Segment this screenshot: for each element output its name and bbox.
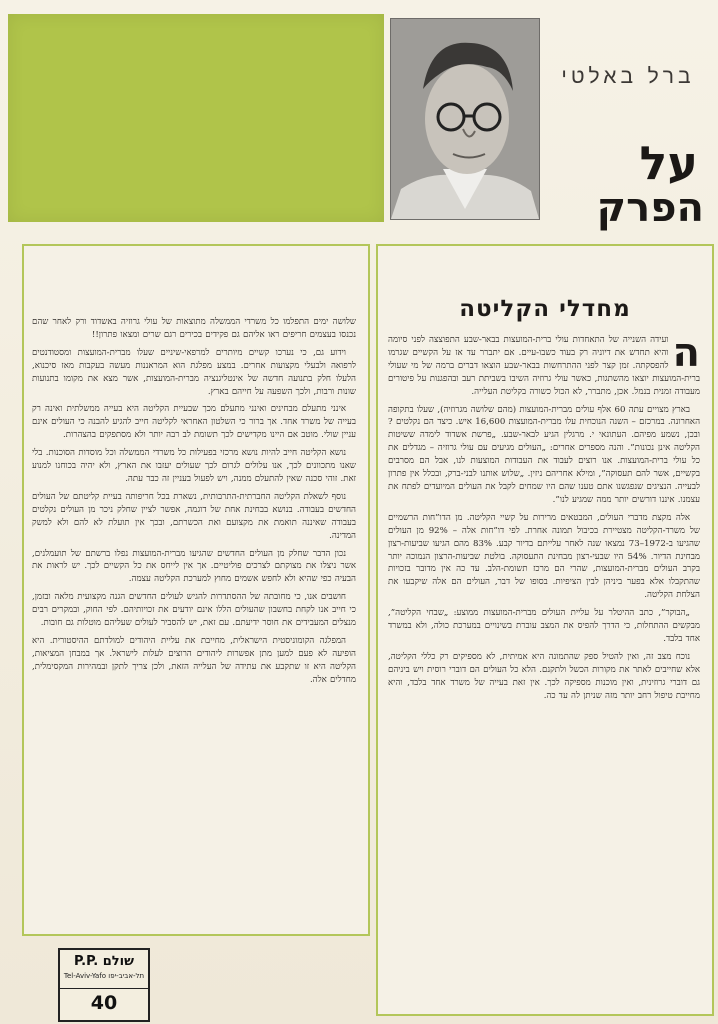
portrait-illustration [391,19,539,219]
paragraph: שלושה ימים התפלמו כל משרדי הממשלה מתוצאות של עולי גרוזיה באשדוד ורק לאחר שהם נכנסו בעצמים חריפים ראו אליהם גם פקידים בכירים רגם שרים ומצאו פתרון!! [32,317,356,340]
paragraph: נוסף לשאלת הקליטה החברתית-התרבותית, נשארת בכל חריפותה בעיית קליטתם של העולים החדשים בעבודה. בנושא בבחינת אחת של דוגמה, אפשר לציין שחלק ניכר מן העולים נקלטים בעבודה שאיננה תואמת את מקצועם ואת הכשרתם, ובכך אין תועלת לא להם ולא למשק המדינה. [32,491,356,541]
postage-location: תל-אביב-יפו Tel-Aviv-Yafo [63,972,145,980]
green-color-block [8,14,384,222]
left-column-text [32,316,356,920]
paragraph: חושבים אנו, כי מחובתה של ההסתדרות להגיש לעולים החדשים הגנה מקצועית מלאה ובזמן, כי חייב אנו לקחת בחשבון שהעולים הללו אינם יודעים את זכויותיהם. לפי החוק, ובמקרים רבים מנצלים המעבידים את חוסר ידיעתם. עם זאת, יש להסביר לעולים שעליהם מוטלות גם חובות. [32,592,356,629]
paragraph: אינני מתעלם מבחינים ואינני מתעלם מכך שבעיית הקליטה היא בעייה ממשלתית ואינה רק בעייה של משרד אחד. אך ברור כי השלטון האחראי לקליטה חייב להגיע להבנה כי העולים אינם עניין שולי. מוטב אם היינו מקדישים לכך תשומת לב רבה יותר ולא מסתפקים בהצהרות. [32,404,356,441]
column-title-line2: הפרק [596,185,704,231]
page-number: 40 [90,992,118,1014]
paragraph: ועידה השנייה של התאחדות עולי ברית-המועצות בבאר-שבע התפוצצה לפני סיומה והיא תחדש את דיוניה רק בעוד כשבו-עיים. אם יתברר עד אז על הקשיים שגרמו להפסקתה. זמן קצר לפני ההתרחשות בבאר-שבע הוצאו דברים ברמה של מי שעולי ברית-המועצות יוצאו מהשתגות, כאשר עולי גרוזיה השיבו בשביתת רעב ובהפגנות על פיטורים מעבודה זמנית בנמל. אכן, מתברר, לא הכול כשורה בקליטת העלייה. [388,335,700,397]
paragraph: המפלגה הקומוניסטית הישראלית, מחייבת את עליית היהודים למולדתם ההיסטורית. היא הופיעה לא פעם למען מתן אפשרות ליהודים הרוצים לעלות לישראל. אך במבחן המציאות, הקליטה היא זו שתקבע את עתידה של העלייה הזאת, ולכן צריך לתקן ובמהירות המקסימלית, מחדלים אלה. [32,635,356,685]
paragraph: נכון הדבר שחלק מן העולים החדשים שהגיעו מברית-המועצות נפלו ברשתם של תועמלנים, אשר ניצלו את מצוקתם לצרכים פוליטיים. אך אין לייחס את כל הקשיים לכך. יש לראות את הבעיה כפי שהיא ולא לחפש אשמים מחוץ למערכת הקליטה עצמה. [32,548,356,585]
divider [60,988,148,989]
article-headline: מחדלי הקליטה [459,296,631,322]
paragraph: אלה מקצת מדברי העולים, המבטאים מרירות על קשיי הקליטה. מן הדו”חות הרשמיים של משרד-הקליטה מצטיירת בכיבול תמונה אחרת. לפי דו”חות אלה – 92% מן העולים שהגיעו ב-1972–73 נמצאו שנה לאחר עלייתם בדיור קבע. 83% מהם הגיעו שביעות-רצון מבחינת הדיור. 54% היו שבעי-רצון מבחינת התעסוקה. בולטת שביעות-הרצון הנמוכה יותר בקרב העולים מברית-המועצות, שהרי הם מרכז תשומת-הלב. עד כה אין מדובר בזכויות שהתקבלו אלא בפער ביניהן לבין הציפיות. בסופו של דבר, העולים הם אלה שיקבעו את הצלחת הקליטה. [388,512,700,601]
postage-stamp-box [58,948,150,1022]
right-column-text [388,334,700,1000]
paragraph: „הבוקר”, כתב ההיטלר על עליית העולים מברית-המועצות ממוצע: „שבחי הקליטה”, מבקשים ההתחלות, כי הדרך להפיס את המצב עוברת בשינויים במערכת כולה, ולא במשרד אחד בלבד. [388,608,700,644]
author-name: ברל באלטי [561,64,695,88]
paragraph: בארץ מצויים עתה 60 אלף עולים מברית-המועצות (מהם שלושה מגרוזיה), שעלו בתקופה האחרונה. במרכזם – השנה הנוכחית עלו מברית-המועצות 16,600 איש. כיצד הם נקלטים ? ובכן, נשמע מפיהם. העתונאי י. מרגלין הגיע לבאר-שבע. „פרשת אשדוד לימדה ששיטות הקליטה אינן נכונות”. והנה מספרים אחרים: „העולים מגיעים עם עולי גרוזיה – מגדלים את כל עולי ברית-המועצות. אנו רוצים לעבוד את העבודות המוצעות לנו, אבל הם מסרבים בקשיים, אשר להם תעסוקה”, ומילא אחריהם ניזין. „שלוש אותנו לבני-ברק, ובכלל אין פתרון לבעייה. הנציגים שנפגשנו אתם טענו שהם היו שמחים לקבל את העולים המיועדים לפתח את עצמנו. איננו דורשים יותר ממה שמגיע לנו”. [388,404,700,505]
postage-label: P.P. שולם [74,954,134,969]
paragraph: נושא הקליטה חייב להיות נושא מרכזי בפעילות כל משרדי הממשלה וכל מוסדות הסוכנות. בלי שאנו מתכוונים לכך, אנו עלולים לגרום לכך שעולים יעזבו את הארץ, ולא יהיה בכוחנו למנוע זאת. זוהי סכנה שאין להתעלם ממנה, ויש לפעול בעניין זה כבר עתה. [32,448,356,484]
paragraph: וידוע גם, כי נערכו קשיים מיותרים למרפאי-שיניים שעלו מברית-המועצות ומסטודנטים לרפואה ולבעלי מקצועות אחרים. במצע מפלגת הוא המראננות מעשה בעקבות מאז סיכנוא, הלעלו חלק בתנועה חדשה של אינטליגנציה מברית-המועצות, אשר מצא את מקומו בתנועות שונות ורבות, ולכך השפעה על חייהם בארץ. [32,347,356,397]
drop-cap: ה [672,334,700,376]
paragraph: נוכח מצב זה, ואין להטיל ספק שהתמונה היא אמיתית, לא מספיקים רק כללי הקליטה, אלא שחייבים לאתר את מקורות הכשל ולתקנם. הלא כל העולים הם דוברי רוסית ויש ביניהם גם דוברי גרוזינית, ואין מוכנות מספיקה לכך. אין זאת בעייה של משרד אחד בלבד, והיא מחייבת טיפול רחב יותר מזה שניתן לה עד כה. [388,651,700,701]
column-title-line1: על [639,136,698,190]
author-photo [390,18,540,220]
